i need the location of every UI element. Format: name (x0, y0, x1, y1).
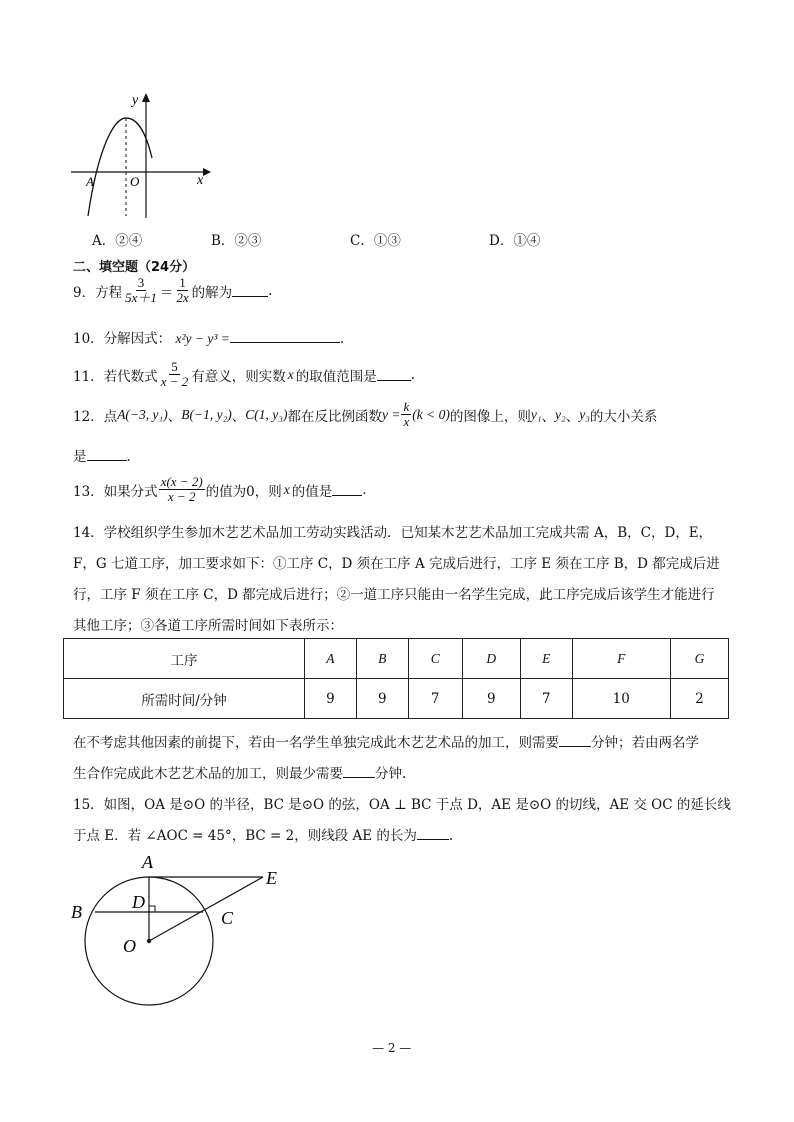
table-value-cell: 9 (462, 679, 520, 719)
q12-end: . (126, 449, 131, 465)
q12-v2: y₂ (555, 406, 566, 422)
q12-point-c: C(1, y₃) (245, 406, 288, 422)
table-value-cell: 10 (572, 679, 670, 719)
option-d-text: ①④ (513, 233, 541, 249)
q11-fraction (159, 360, 191, 389)
graph-point-a-label: A (86, 174, 94, 189)
table-value-cell: 7 (408, 679, 462, 719)
table-header-cell: F (572, 639, 670, 679)
q14-after-1a: 在不考虑其他因素的前提下，若由一名学生单独完成此木艺艺术品的加工，则需要 (73, 735, 559, 751)
q14-line-4: 其他工序；③各道工序所需时间如下表所示： (73, 618, 343, 634)
q12-number: 12． (73, 408, 104, 425)
q11-answer-blank[interactable] (377, 368, 411, 381)
q9-end: . (268, 282, 273, 299)
circle-tangent-figure (66, 848, 306, 1018)
label-d: D (132, 892, 145, 912)
option-a-letter: A． (92, 233, 116, 249)
question-13 (73, 475, 367, 504)
q12-mid: 都在反比例函数 (287, 408, 382, 425)
q15-line-2a: 于点 E．若 ∠AOC = 45°，BC = 2，则线段 AE 的长为 (73, 828, 417, 844)
option-a-text: ②④ (115, 233, 143, 249)
graph-x-label: x (197, 173, 204, 188)
q15-line-1: 15．如图，OA 是⊙O 的半径，BC 是⊙O 的弦，OA ⊥ BC 于点 D，AE 是⊙O 的切线，AE 交 OC 的延长线 (73, 797, 731, 813)
q12-fraction (401, 400, 411, 429)
q11-number: 11． (73, 368, 104, 385)
graph-origin-label: O (130, 174, 140, 189)
q11-f-num: 5 (171, 359, 178, 374)
question-11 (73, 360, 415, 389)
q12-sep1: 、 (167, 408, 182, 425)
table-header-cell: G (670, 639, 728, 679)
q12-v1: y₁ (530, 406, 542, 422)
q12-answer-blank[interactable] (87, 448, 127, 461)
q11-post: 的取值范围是 (295, 368, 377, 385)
question-12-line2 (73, 445, 131, 465)
q12-sep2: 、 (231, 408, 246, 425)
option-b-text: ②③ (234, 233, 262, 249)
q9-pre: 方程 (95, 284, 123, 301)
table-value-cell: 9 (356, 679, 408, 719)
table-row (64, 639, 729, 679)
table-header-cell: B (356, 639, 408, 679)
question-10 (73, 327, 344, 347)
q15-line-2b: . (448, 828, 454, 844)
q14-after-2b: 分钟. (375, 766, 407, 782)
q15-answer-blank[interactable] (417, 827, 449, 840)
q9-eq: ＝ (159, 284, 174, 301)
q9-fraction-2 (174, 276, 190, 305)
page-number: — 2 — (372, 1041, 412, 1055)
option-c-text: ①③ (373, 233, 401, 249)
table-row (64, 679, 729, 719)
q13-fraction (159, 475, 205, 504)
q12-cond: (k < 0) (412, 406, 450, 422)
table-header-cell: E (520, 639, 572, 679)
q12-fn-pre: y = (381, 406, 401, 422)
q9-f1-den: 5x＋1 (125, 290, 157, 305)
q12-point-a: A(−3, y₁) (117, 406, 168, 422)
table-row2-label: 所需时间/分钟 (64, 679, 305, 719)
option-d (489, 229, 540, 249)
q12-f-den: x (403, 414, 410, 429)
q13-mid: 的值为0，则 (205, 483, 282, 500)
q14-answer-blank-1[interactable] (559, 734, 591, 747)
segment-oe (149, 877, 263, 941)
label-o: O (123, 936, 136, 956)
q10-answer-blank[interactable] (230, 330, 340, 343)
parabola-graph (66, 88, 216, 223)
q13-answer-blank[interactable] (332, 483, 362, 496)
q9-f2-num: 1 (179, 275, 186, 290)
q9-fraction-1 (123, 276, 159, 305)
section-title: 二、填空题（24分） (73, 260, 196, 275)
option-c-letter: C． (350, 233, 374, 249)
q14-after-1 (73, 731, 699, 751)
q14-after-2a: 生合作完成此木艺艺术品的加工，则最少需要 (73, 766, 343, 782)
parabola-curve (88, 118, 152, 216)
q12-v3: y₃ (579, 406, 590, 422)
q15-line-2 (73, 824, 453, 844)
q13-number: 13． (73, 483, 104, 500)
q10-end: . (339, 331, 345, 347)
graph-y-label: y (132, 93, 139, 108)
table-header-cell: D (462, 639, 520, 679)
q14-answer-blank-2[interactable] (343, 765, 375, 778)
q12-p1: 点 (103, 408, 118, 425)
q14-after-1b: 分钟；若由两名学 (591, 735, 699, 751)
q12-line2: 是 (73, 449, 87, 465)
option-a (92, 229, 142, 249)
q11-end: . (410, 366, 416, 383)
q10-pre: 分解因式： (103, 331, 172, 347)
q10-number: 10． (73, 331, 104, 347)
q13-end: . (362, 481, 367, 498)
question-12 (73, 400, 657, 429)
q12-f-num: k (403, 399, 410, 414)
question-9 (73, 276, 272, 305)
q13-f-num: x(x − 2) (160, 474, 203, 489)
option-b-letter: B． (211, 233, 235, 249)
q12-sep4: 、 (565, 408, 580, 425)
q9-f2-den: 2x (176, 290, 189, 305)
q14-line-3: 行，工序 F 须在工序 C，D 都完成后进行；②一道工序只能由一名学生完成，此工序完成后该学生才能进行 (73, 587, 715, 603)
table-value-cell: 7 (520, 679, 572, 719)
option-b (211, 229, 261, 249)
q11-mid: 有意义，则实数 (191, 368, 286, 385)
q12-post2: 的大小关系 (589, 408, 658, 425)
q9-f1-num: 3 (137, 275, 145, 290)
q14-line-2: F，G 七道工序，加工要求如下：①工序 C，D 须在工序 A 完成后进行，工序 E 须在工序 B，D 都完成后进 (73, 556, 720, 572)
q13-var: x (283, 481, 290, 497)
q12-sep3: 、 (541, 408, 556, 425)
q9-number: 9． (73, 284, 96, 301)
y-axis-arrow (142, 93, 150, 102)
option-d-letter: D． (489, 233, 514, 249)
table-header-cell: A (305, 639, 357, 679)
option-c (350, 229, 401, 249)
label-b: B (71, 902, 82, 922)
label-c: C (221, 908, 234, 928)
center-dot (147, 939, 151, 943)
q14-line-1: 14．学校组织学生参加木艺艺术品加工劳动实践活动．已知某木艺艺术品加工完成共需 A，B，C，D，E， (73, 525, 713, 541)
label-a: A (142, 852, 153, 872)
q12-point-b: B(−1, y₂) (181, 406, 232, 422)
q9-answer-blank[interactable] (232, 284, 268, 297)
table-header-cell: C (408, 639, 462, 679)
q11-pre: 若代数式 (103, 368, 158, 385)
table-row1-label: 工序 (64, 639, 305, 679)
q12-post: 的图像上，则 (449, 408, 531, 425)
q13-f-den: x − 2 (167, 489, 196, 504)
q14-after-2 (73, 762, 406, 782)
right-angle-mark (149, 906, 155, 912)
x-axis-arrow (203, 168, 211, 176)
table-value-cell: 2 (670, 679, 728, 719)
process-time-table (63, 638, 729, 719)
q13-post: 的值是 (291, 483, 333, 500)
q11-var: x (287, 366, 294, 382)
q11-f-den: x − 2 (160, 374, 189, 389)
q10-expression: x²y − y³ = (175, 331, 230, 346)
label-e: E (266, 868, 277, 888)
table-value-cell: 9 (305, 679, 357, 719)
q9-post: 的解为 (191, 284, 233, 301)
q13-pre: 如果分式 (103, 483, 158, 500)
